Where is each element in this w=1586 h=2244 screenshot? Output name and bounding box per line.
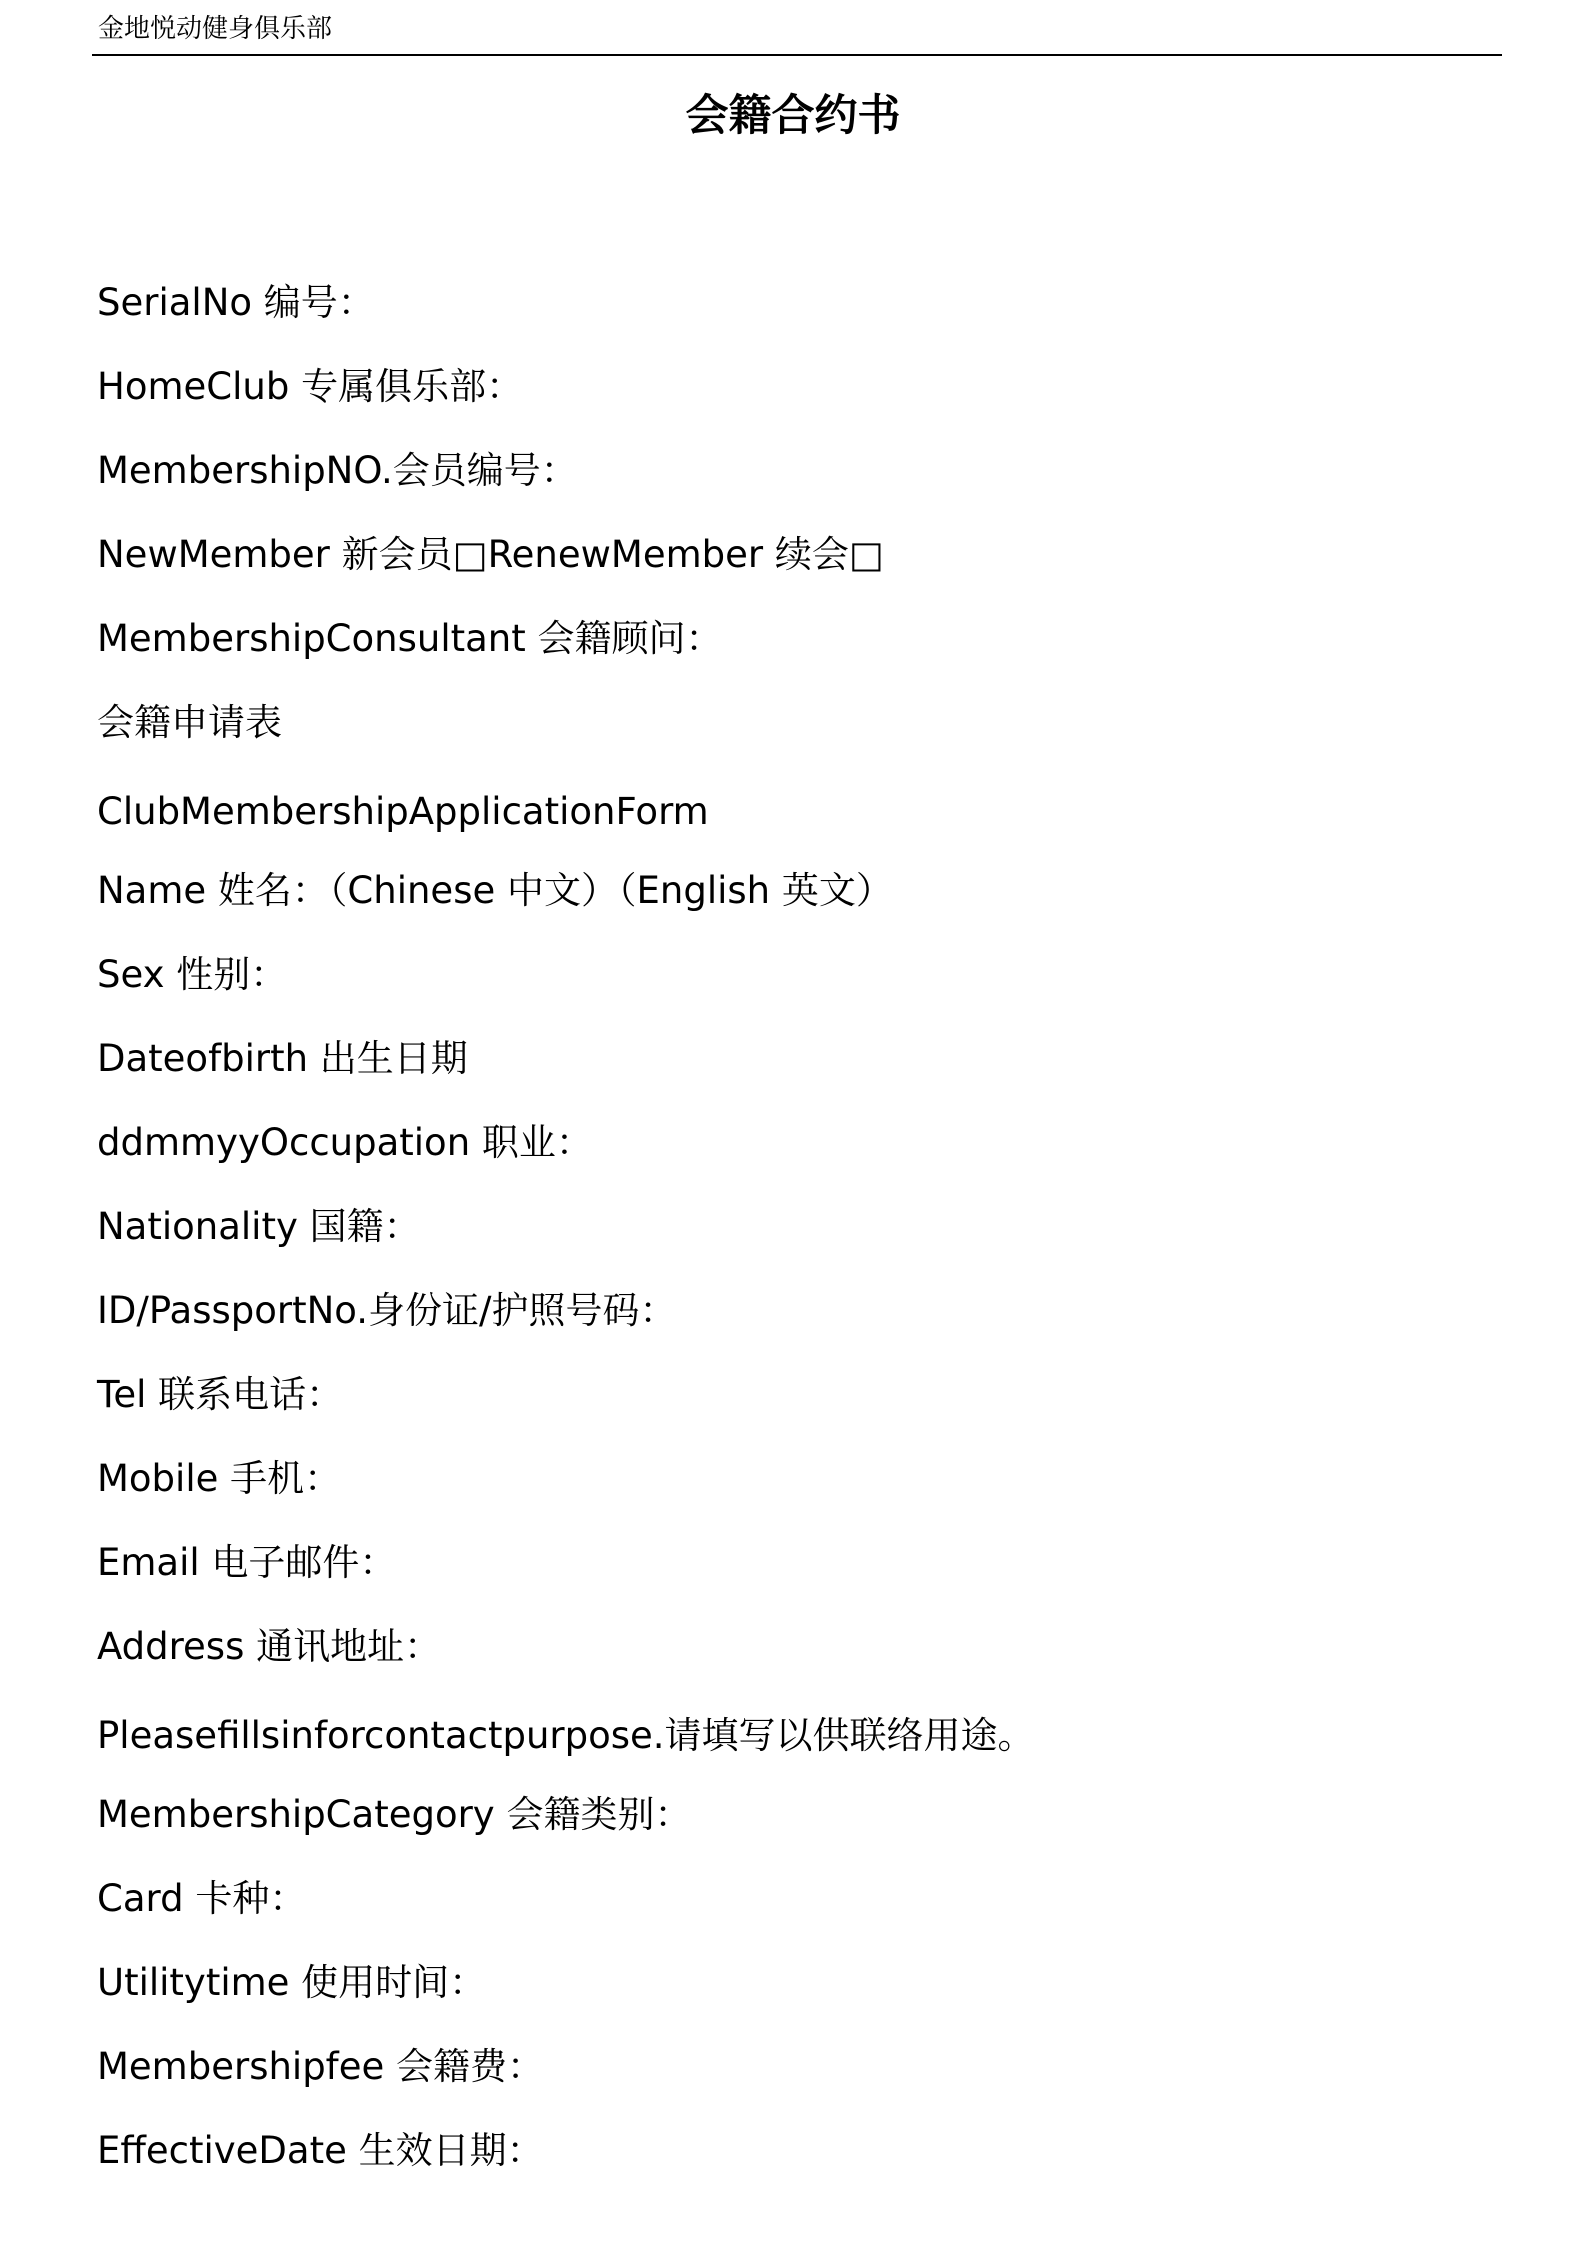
field-utility-time: Utilitytime 使用时间：	[97, 1961, 487, 2004]
field-card: Card 卡种：	[97, 1877, 307, 1920]
field-date-of-birth: Dateofbirth 出生日期	[97, 1037, 468, 1080]
field-membership-consultant: MembershipConsultant 会籍顾问：	[97, 617, 723, 660]
field-id-passport-no: ID/PassportNo.身份证/护照号码：	[97, 1289, 677, 1332]
field-membership-no: MembershipNO.会员编号：	[97, 449, 578, 492]
field-sex: Sex 性别：	[97, 953, 288, 996]
field-membership-category: MembershipCategory 会籍类别：	[97, 1793, 692, 1836]
field-occupation: ddmmyyOccupation 职业：	[97, 1121, 593, 1164]
field-tel: Tel 联系电话：	[97, 1373, 344, 1416]
page-header	[92, 0, 1502, 56]
section-heading-cn: 会籍申请表	[97, 701, 282, 744]
contact-note: Pleasefillsinforcontactpurpose.请填写以供联络用途。	[97, 1714, 1035, 1757]
field-address: Address 通讯地址：	[97, 1625, 442, 1668]
field-serial-no: SerialNo 编号：	[97, 281, 375, 324]
field-mobile: Mobile 手机：	[97, 1457, 342, 1500]
field-email: Email 电子邮件：	[97, 1541, 397, 1584]
field-effective-date: EffectiveDate 生效日期：	[97, 2129, 544, 2172]
field-home-club: HomeClub 专属俱乐部：	[97, 365, 524, 408]
field-membership-fee: Membershipfee 会籍费：	[97, 2045, 544, 2088]
field-nationality: Nationality 国籍：	[97, 1205, 421, 1248]
document-title: 会籍合约书	[685, 91, 901, 141]
section-heading-en: ClubMembershipApplicationForm	[97, 790, 709, 833]
field-name: Name 姓名：（Chinese 中文）（English 英文）	[97, 869, 893, 912]
field-new-renew-member: NewMember 新会员□RenewMember 续会□	[97, 533, 884, 576]
header-org-name: 金地悦动健身俱乐部	[98, 14, 333, 44]
